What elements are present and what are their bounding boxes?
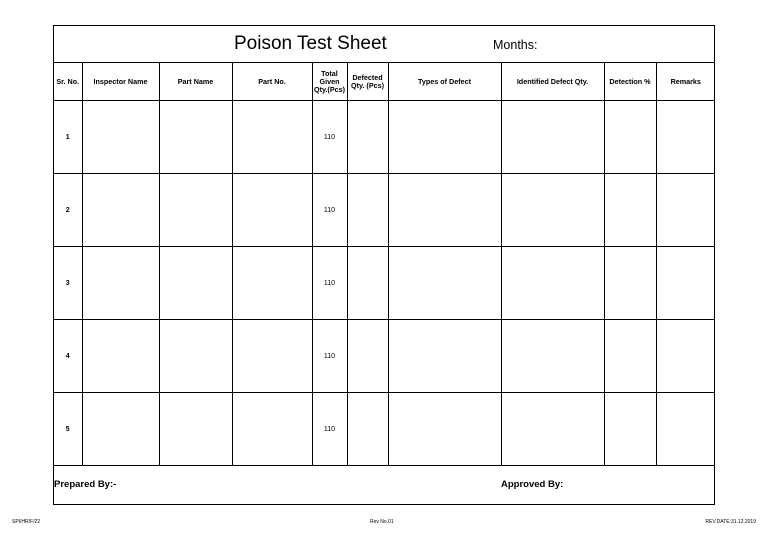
sr-no-cell: 2 <box>54 174 82 247</box>
sr-no-cell: 1 <box>54 101 82 174</box>
identified-defect-qty-cell[interactable] <box>501 247 604 320</box>
rev-no: Rev No.01 <box>370 519 394 525</box>
part-no-cell[interactable] <box>232 101 312 174</box>
total-qty-cell: 110 <box>312 247 347 320</box>
col-header-identified-defect-qty: Identified Defect Qty. <box>501 63 604 101</box>
prepared-by-label: Prepared By:- <box>54 479 117 490</box>
identified-defect-qty-cell[interactable] <box>501 320 604 393</box>
col-header-part-name: Part Name <box>159 63 232 101</box>
sr-no-cell: 5 <box>54 393 82 466</box>
sr-no-cell: 4 <box>54 320 82 393</box>
remarks-cell[interactable] <box>656 320 715 393</box>
sr-no-cell: 3 <box>54 247 82 320</box>
detection-percent-cell[interactable] <box>604 320 656 393</box>
poison-test-sheet <box>53 25 715 505</box>
inspector-name-cell[interactable] <box>82 101 159 174</box>
total-qty-cell: 110 <box>312 393 347 466</box>
identified-defect-qty-cell[interactable] <box>501 174 604 247</box>
remarks-cell[interactable] <box>656 101 715 174</box>
types-of-defect-cell[interactable] <box>388 393 501 466</box>
defected-qty-cell[interactable] <box>347 393 388 466</box>
part-name-cell[interactable] <box>159 393 232 466</box>
part-name-cell[interactable] <box>159 174 232 247</box>
inspector-name-cell[interactable] <box>82 320 159 393</box>
inspector-name-cell[interactable] <box>82 247 159 320</box>
months-label: Months: <box>493 38 538 52</box>
approved-by-label: Approved By: <box>501 479 564 490</box>
part-name-cell[interactable] <box>159 101 232 174</box>
inspector-name-cell[interactable] <box>82 174 159 247</box>
identified-defect-qty-cell[interactable] <box>501 101 604 174</box>
part-no-cell[interactable] <box>232 247 312 320</box>
sheet-title: Poison Test Sheet <box>234 33 387 54</box>
inspection-table <box>54 63 715 466</box>
defected-qty-cell[interactable] <box>347 320 388 393</box>
remarks-cell[interactable] <box>656 174 715 247</box>
defected-qty-cell[interactable] <box>347 174 388 247</box>
table-row <box>54 247 715 320</box>
part-name-cell[interactable] <box>159 247 232 320</box>
doc-code: SPI/HR/F/22 <box>12 519 41 525</box>
part-no-cell[interactable] <box>232 174 312 247</box>
total-qty-cell: 110 <box>312 101 347 174</box>
table-row <box>54 174 715 247</box>
defected-qty-cell[interactable] <box>347 247 388 320</box>
part-no-cell[interactable] <box>232 320 312 393</box>
detection-percent-cell[interactable] <box>604 174 656 247</box>
defected-qty-cell[interactable] <box>347 101 388 174</box>
total-qty-cell: 110 <box>312 320 347 393</box>
col-header-remarks: Remarks <box>656 63 715 101</box>
rev-date: REV.DATE:31.12.2019 <box>705 519 756 525</box>
part-no-cell[interactable] <box>232 393 312 466</box>
types-of-defect-cell[interactable] <box>388 320 501 393</box>
col-header-sr-no: Sr. No. <box>54 63 82 101</box>
types-of-defect-cell[interactable] <box>388 101 501 174</box>
detection-percent-cell[interactable] <box>604 393 656 466</box>
detection-percent-cell[interactable] <box>604 247 656 320</box>
col-header-total-given-qty: Total Given Qty.(Pcs) <box>312 63 347 101</box>
col-header-types-of-defect: Types of Defect <box>388 63 501 101</box>
col-header-inspector-name: Inspector Name <box>82 63 159 101</box>
table-row <box>54 393 715 466</box>
table-row <box>54 320 715 393</box>
remarks-cell[interactable] <box>656 393 715 466</box>
col-header-detection-percent: Detection % <box>604 63 656 101</box>
col-header-defected-qty: Defected Qty. (Pcs) <box>347 63 388 101</box>
types-of-defect-cell[interactable] <box>388 174 501 247</box>
total-qty-cell: 110 <box>312 174 347 247</box>
types-of-defect-cell[interactable] <box>388 247 501 320</box>
table-header-row <box>54 63 715 101</box>
table-row <box>54 101 715 174</box>
inspector-name-cell[interactable] <box>82 393 159 466</box>
detection-percent-cell[interactable] <box>604 101 656 174</box>
title-row <box>54 26 714 63</box>
identified-defect-qty-cell[interactable] <box>501 393 604 466</box>
col-header-part-no: Part No. <box>232 63 312 101</box>
part-name-cell[interactable] <box>159 320 232 393</box>
signature-row <box>54 466 714 505</box>
remarks-cell[interactable] <box>656 247 715 320</box>
